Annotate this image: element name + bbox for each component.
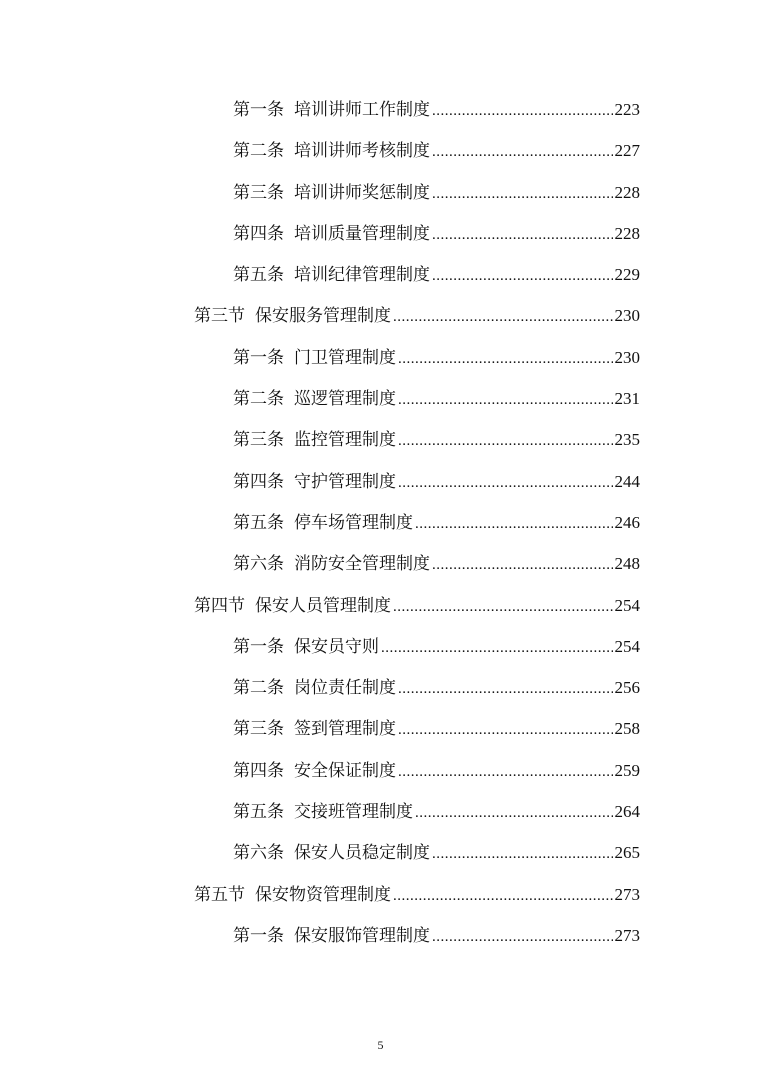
toc-entry-page: 254 <box>614 636 640 656</box>
toc-dot-leader <box>432 834 613 875</box>
toc-dot-leader <box>393 876 613 917</box>
toc-entry-title: 保安人员管理制度 <box>255 595 391 616</box>
toc-entry-page: 273 <box>614 884 640 904</box>
toc-article-entry[interactable] <box>233 378 640 419</box>
toc-section-entry[interactable] <box>194 874 640 915</box>
toc-entry-title: 培训纪律管理制度 <box>294 265 430 286</box>
toc-dot-leader <box>432 545 613 586</box>
toc-entry-number: 第二条 <box>233 389 284 410</box>
toc-entry-number: 第二条 <box>233 141 284 162</box>
toc-article-entry[interactable] <box>233 254 640 295</box>
toc-entry-number: 第四条 <box>233 471 284 492</box>
toc-entry-page: 254 <box>614 595 640 615</box>
toc-entry-title: 监控管理制度 <box>294 430 396 451</box>
toc-entry-number: 第三条 <box>233 430 284 451</box>
toc-entry-number: 第四条 <box>233 760 284 781</box>
toc-dot-leader <box>398 380 613 421</box>
toc-entry-title: 岗位责任制度 <box>294 678 396 699</box>
toc-entry-page: 227 <box>614 141 640 161</box>
toc-article-entry[interactable] <box>233 667 640 708</box>
toc-dot-leader <box>398 710 613 751</box>
toc-dot-leader <box>415 793 613 834</box>
toc-entry-page: 246 <box>614 512 640 532</box>
toc-entry-title: 培训讲师考核制度 <box>294 141 430 162</box>
toc-entry-page: 231 <box>614 389 640 409</box>
toc-dot-leader <box>393 297 613 338</box>
toc-dot-leader <box>432 215 613 256</box>
toc-entry-page: 228 <box>614 182 640 202</box>
toc-section-entry[interactable] <box>194 295 640 336</box>
toc-entry-page: 228 <box>614 223 640 243</box>
toc-dot-leader <box>398 669 613 710</box>
toc-entry-title: 交接班管理制度 <box>294 802 413 823</box>
toc-entry-page: 264 <box>614 802 640 822</box>
toc-entry-number: 第六条 <box>233 554 284 575</box>
toc-article-entry[interactable] <box>233 461 640 502</box>
toc-entry-number: 第四节 <box>194 595 245 616</box>
toc-dot-leader <box>398 421 613 462</box>
toc-dot-leader <box>432 132 613 173</box>
toc-article-entry[interactable] <box>233 791 640 832</box>
toc-article-entry[interactable] <box>233 832 640 873</box>
toc-entry-title: 保安人员稳定制度 <box>294 843 430 864</box>
toc-entry-title: 培训质量管理制度 <box>294 223 430 244</box>
toc-entry-number: 第五节 <box>194 884 245 905</box>
toc-dot-leader <box>393 587 613 628</box>
toc-article-entry[interactable] <box>233 337 640 378</box>
toc-entry-number: 第五条 <box>233 512 284 533</box>
toc-entry-page: 259 <box>614 760 640 780</box>
toc-entry-page: 230 <box>614 306 640 326</box>
toc-entry-number: 第三条 <box>233 719 284 740</box>
toc-entry-page: 265 <box>614 843 640 863</box>
toc-dot-leader <box>398 339 613 380</box>
toc-entry-page: 273 <box>614 925 640 945</box>
toc-entry-page: 229 <box>614 265 640 285</box>
toc-article-entry[interactable] <box>233 626 640 667</box>
toc-entry-title: 保安服饰管理制度 <box>294 925 430 946</box>
toc-entry-title: 消防安全管理制度 <box>294 554 430 575</box>
toc-entry-page: 230 <box>614 347 640 367</box>
toc-entry-page: 256 <box>614 678 640 698</box>
toc-article-entry[interactable] <box>233 543 640 584</box>
toc-article-entry[interactable] <box>233 750 640 791</box>
page-number: 5 <box>377 1038 384 1052</box>
toc-entry-title: 门卫管理制度 <box>294 347 396 368</box>
toc-entry-number: 第一条 <box>233 100 284 120</box>
toc-dot-leader <box>432 91 613 132</box>
toc-entry-title: 培训讲师工作制度 <box>294 100 430 120</box>
toc-dot-leader <box>432 917 613 958</box>
toc-entry-title: 保安服务管理制度 <box>255 306 391 327</box>
toc-entry-number: 第一条 <box>233 636 284 657</box>
toc-entry-title: 签到管理制度 <box>294 719 396 740</box>
toc-article-entry[interactable] <box>233 708 640 749</box>
toc-article-entry[interactable] <box>233 915 640 956</box>
toc-entry-number: 第一条 <box>233 925 284 946</box>
toc-entry-number: 第三条 <box>233 182 284 203</box>
toc-entry-number: 第一条 <box>233 347 284 368</box>
toc-dot-leader <box>432 174 613 215</box>
toc-article-entry[interactable] <box>233 130 640 171</box>
toc-article-entry[interactable] <box>233 213 640 254</box>
toc-article-entry[interactable] <box>233 502 640 543</box>
toc-entry-title: 培训讲师奖惩制度 <box>294 182 430 203</box>
toc-dot-leader <box>381 628 613 669</box>
toc-entry-title: 守护管理制度 <box>294 471 396 492</box>
toc-entry-number: 第五条 <box>233 265 284 286</box>
toc-entry-page: 235 <box>614 430 640 450</box>
toc-entry-number: 第五条 <box>233 802 284 823</box>
toc-dot-leader <box>432 256 613 297</box>
toc-entry-title: 保安员守则 <box>294 636 379 657</box>
toc-entry-page: 248 <box>614 554 640 574</box>
toc-section-entry[interactable] <box>194 585 640 626</box>
toc-entry-number: 第四条 <box>233 223 284 244</box>
toc-entry-page: 223 <box>614 100 640 119</box>
toc-entry-title: 保安物资管理制度 <box>255 884 391 905</box>
toc-entry-page: 258 <box>614 719 640 739</box>
toc-dot-leader <box>398 752 613 793</box>
toc-article-entry[interactable] <box>233 419 640 460</box>
toc-entry-page: 244 <box>614 471 640 491</box>
table-of-contents <box>0 89 761 956</box>
toc-dot-leader <box>415 504 613 545</box>
toc-entry-number: 第二条 <box>233 678 284 699</box>
toc-entry-title: 安全保证制度 <box>294 760 396 781</box>
toc-entry-title: 停车场管理制度 <box>294 512 413 533</box>
toc-entry-number: 第三节 <box>194 306 245 327</box>
toc-article-entry[interactable] <box>233 89 640 130</box>
toc-article-entry[interactable] <box>233 172 640 213</box>
toc-dot-leader <box>398 463 613 504</box>
toc-entry-title: 巡逻管理制度 <box>294 389 396 410</box>
toc-entry-number: 第六条 <box>233 843 284 864</box>
